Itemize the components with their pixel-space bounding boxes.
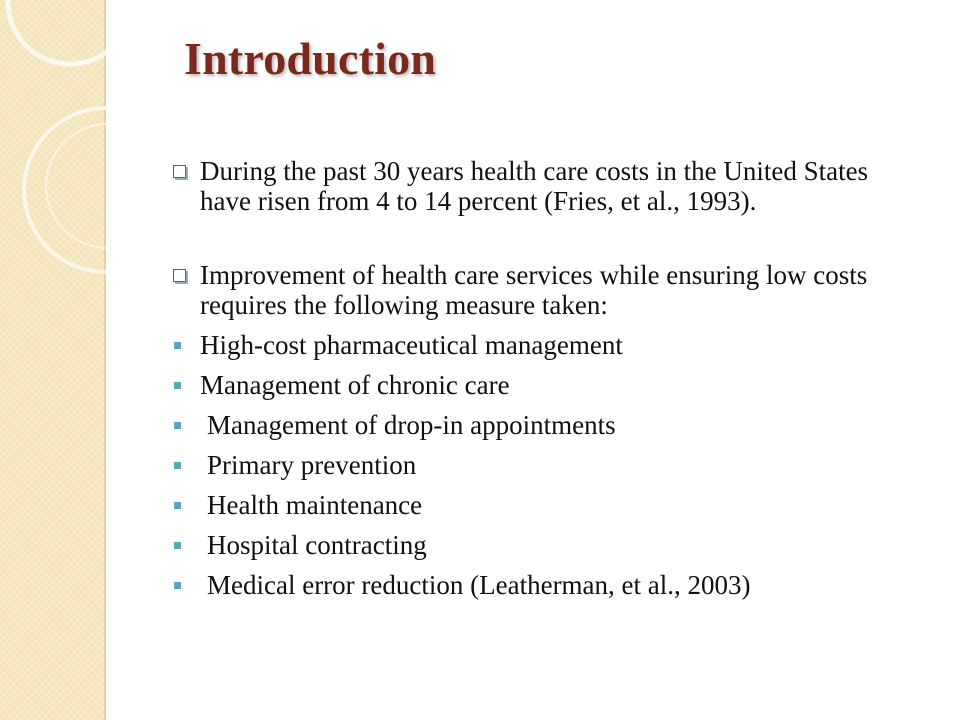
measure-list-item <box>170 330 900 360</box>
square-bullet-icon <box>174 502 181 509</box>
measure-text: Primary prevention <box>207 450 417 480</box>
measure-list-item <box>170 450 900 480</box>
paragraph-item <box>170 260 900 320</box>
square-bullet-icon <box>174 542 181 549</box>
square-bullet-icon <box>174 382 181 389</box>
paragraph-text: Improvement of health care services while ensuring low costs requires the following measure taken: <box>200 260 868 320</box>
checkbox-bullet-icon <box>173 165 186 178</box>
measure-list-item <box>170 570 900 600</box>
decorative-rings-graphic <box>0 0 140 300</box>
measure-text: Management of drop-in appointments <box>207 410 616 440</box>
measure-list-item <box>170 370 900 400</box>
measure-list-item <box>170 490 900 520</box>
measure-text: Management of chronic care <box>200 370 510 400</box>
paragraph-item <box>170 156 900 216</box>
slide-title: Introduction <box>184 33 437 84</box>
slide-content <box>170 156 900 600</box>
square-bullet-icon <box>174 582 181 589</box>
paragraph-text: During the past 30 years health care costs in the United States have risen from 4 to 14 percent (Fries, et al., 1993). <box>200 156 869 216</box>
measure-text: Medical error reduction (Leatherman, et al., 2003) <box>207 570 751 600</box>
square-bullet-icon <box>174 422 181 429</box>
measure-text: Health maintenance <box>207 490 423 520</box>
measure-text: High-cost pharmaceutical management <box>200 330 623 360</box>
checkbox-bullet-icon <box>173 269 186 282</box>
measure-list-item <box>170 530 900 560</box>
measure-text: Hospital contracting <box>207 530 427 560</box>
square-bullet-icon <box>174 342 181 349</box>
measure-list-item <box>170 410 900 440</box>
square-bullet-icon <box>174 462 181 469</box>
